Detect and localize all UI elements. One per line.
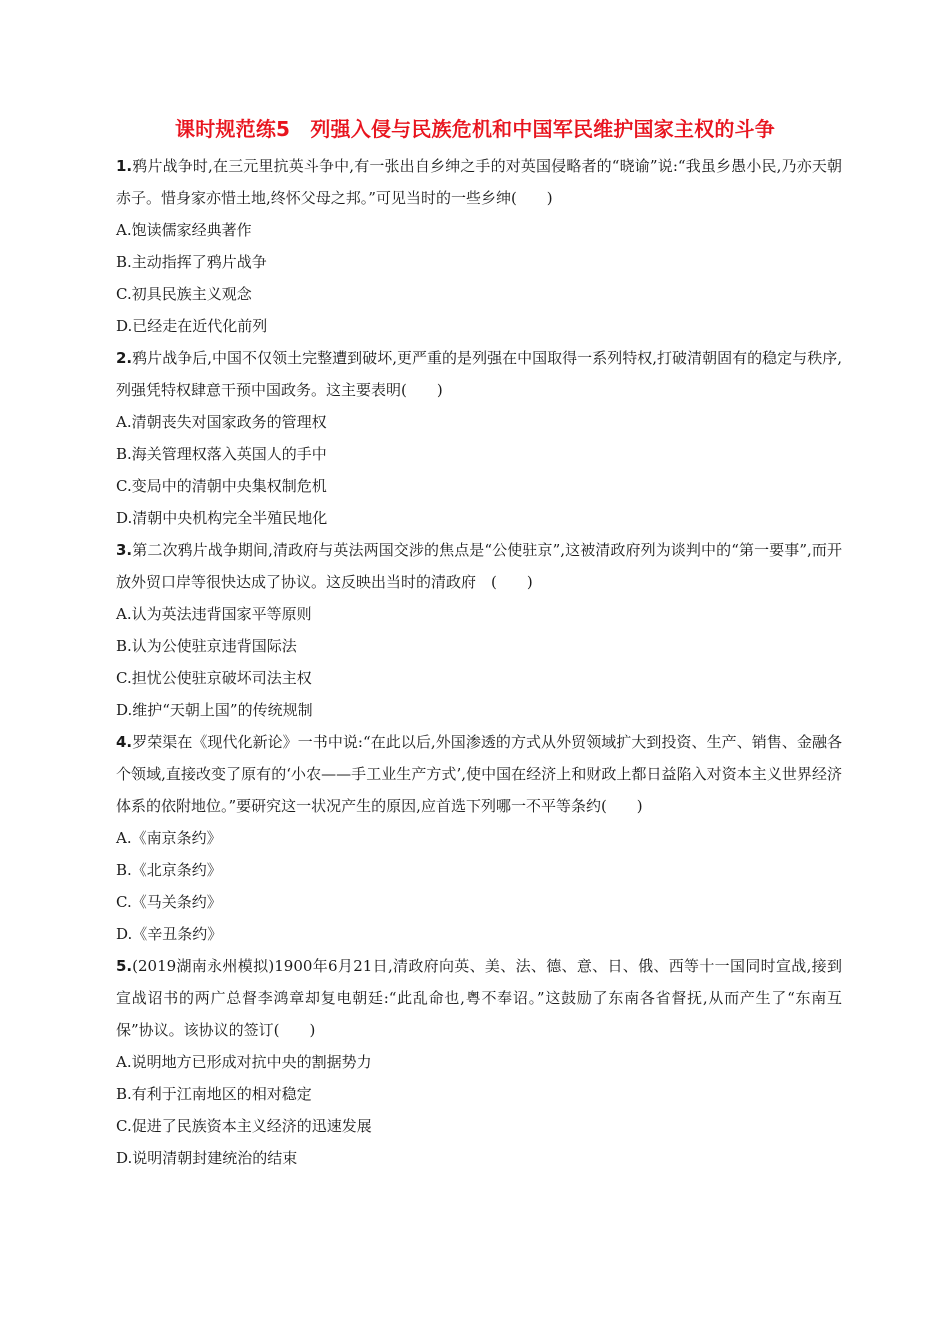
option-c: C.初具民族主义观念	[116, 285, 252, 303]
option-d: D.已经走在近代化前列	[116, 317, 268, 335]
option-d: D.说明清朝封建统治的结束	[116, 1149, 298, 1167]
question-number: 3.	[116, 541, 133, 559]
question-number: 5.	[116, 957, 133, 975]
question-5	[116, 950, 842, 1174]
option-a: A.认为英法违背国家平等原则	[116, 605, 312, 623]
question-stem	[116, 950, 842, 1046]
option-b: B.主动指挥了鸦片战争	[116, 253, 267, 271]
page-title: 课时规范练5 列强入侵与民族危机和中国军民维护国家主权的斗争	[175, 117, 775, 141]
option-b: B.《北京条约》	[116, 861, 222, 879]
option-d: D.《辛丑条约》	[116, 925, 223, 943]
question-text: (2019湖南永州模拟)1900年6月21日,清政府向英、美、法、德、意、日、俄、西等十一国同时宣战,接到宣战诏书的两广总督李鸿章却复电朝廷:“此乱命也,粤不奉诏。”这鼓励了东南各省督抚,从而产生了“东南互保”协议。该协议的签订( )	[116, 957, 842, 1039]
option-b: B.认为公使驻京违背国际法	[116, 637, 297, 655]
option-d: D.清朝中央机构完全半殖民地化	[116, 509, 328, 527]
question-1	[116, 150, 842, 342]
question-4	[116, 726, 842, 950]
question-number: 1.	[116, 157, 133, 175]
option-a: A.清朝丧失对国家政务的管理权	[116, 413, 327, 431]
option-d: D.维护“天朝上国”的传统规制	[116, 701, 313, 719]
question-number: 4.	[116, 733, 133, 751]
option-b: B.有利于江南地区的相对稳定	[116, 1085, 312, 1103]
option-c: C.《马关条约》	[116, 893, 222, 911]
question-stem	[116, 342, 842, 406]
option-c: C.促进了民族资本主义经济的迅速发展	[116, 1117, 372, 1135]
option-a: A.《南京条约》	[116, 829, 222, 847]
question-list	[116, 150, 842, 1174]
question-text: 鸦片战争时,在三元里抗英斗争中,有一张出自乡绅之手的对英国侵略者的“晓谕”说:“我虽乡愚小民,乃亦天朝赤子。惜身家亦惜土地,终怀父母之邦。”可见当时的一些乡绅( )	[116, 157, 842, 207]
question-stem	[116, 726, 842, 822]
question-text: 第二次鸦片战争期间,清政府与英法两国交涉的焦点是“公使驻京”,这被清政府列为谈判中的“第一要事”,而开放外贸口岸等很快达成了协议。这反映出当时的清政府 ( )	[116, 541, 842, 591]
option-c: C.变局中的清朝中央集权制危机	[116, 477, 327, 495]
option-b: B.海关管理权落入英国人的手中	[116, 445, 327, 463]
question-2	[116, 342, 842, 534]
option-a: A.饱读儒家经典著作	[116, 221, 252, 239]
question-text: 罗荣渠在《现代化新论》一书中说:“在此以后,外国渗透的方式从外贸领域扩大到投资、生产、销售、金融各个领域,直接改变了原有的‘小农——手工业生产方式’,使中国在经济上和财政上都日益陷入对资本主义世界经济体系的依附地位。”要研究这一状况产生的原因,应首选下列哪一不平等条约( )	[116, 733, 842, 815]
question-stem	[116, 150, 842, 214]
question-number: 2.	[116, 349, 133, 367]
option-a: A.说明地方已形成对抗中央的割据势力	[116, 1053, 372, 1071]
question-stem	[116, 534, 842, 598]
question-text: 鸦片战争后,中国不仅领土完整遭到破坏,更严重的是列强在中国取得一系列特权,打破清朝固有的稳定与秩序,列强凭特权肆意干预中国政务。这主要表明( )	[116, 349, 842, 399]
question-3	[116, 534, 842, 726]
option-c: C.担忧公使驻京破坏司法主权	[116, 669, 312, 687]
